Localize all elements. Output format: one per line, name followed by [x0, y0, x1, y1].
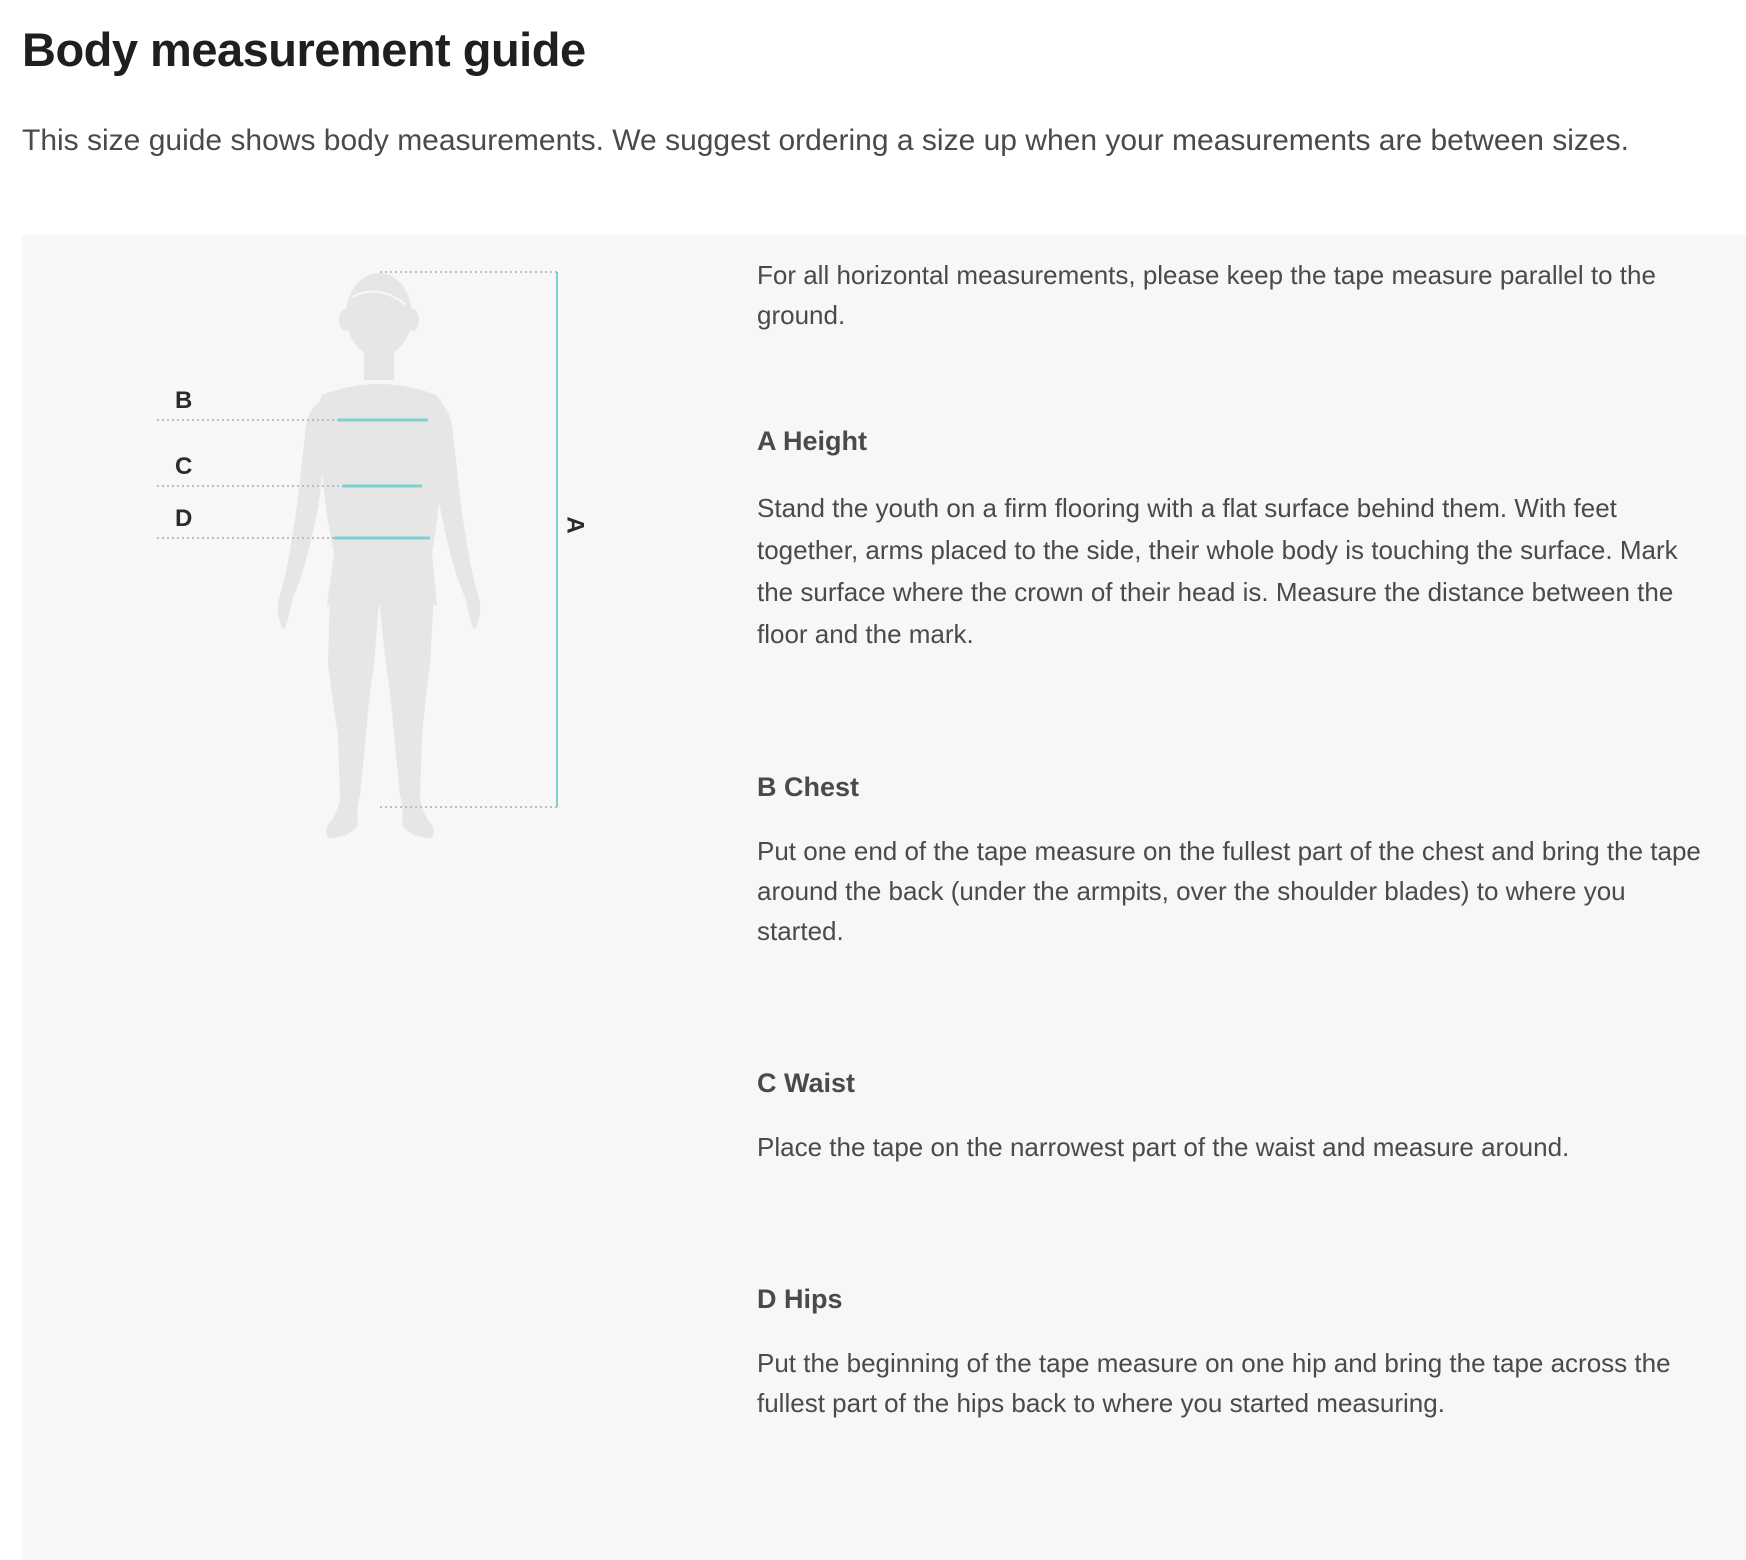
- label-c: C: [175, 453, 193, 480]
- section-heading-chest: B Chest: [757, 772, 860, 802]
- silhouette: [278, 273, 481, 838]
- section-heading-height: A Height: [757, 426, 867, 456]
- section-heading-waist: C Waist: [757, 1068, 856, 1098]
- section-body-height: Stand the youth on a firm flooring with a flat surface behind them. With feet together, arms placed to the side, their whole body is touching the surface. Mark the surface where the crown of their head is. Measure the distance between the floor and the mark.: [757, 493, 1678, 649]
- label-a: A: [561, 516, 589, 534]
- section-heading-hips: D Hips: [757, 1284, 843, 1314]
- section-body-waist: Place the tape on the narrowest part of the waist and measure around.: [757, 1132, 1570, 1162]
- page-subtitle: This size guide shows body measurements. We suggest ordering a size up when your measurements are between sizes.: [22, 124, 1629, 157]
- intro-text: For all horizontal measurements, please keep the tape measure parallel to the ground.: [757, 260, 1656, 330]
- page-title: Body measurement guide: [22, 23, 586, 76]
- measurement-panel: [22, 235, 1746, 1560]
- section-body-chest: Put one end of the tape measure on the fullest part of the chest and bring the tape around the back (under the armpits, over the shoulder blades) to where you started.: [757, 836, 1701, 946]
- label-b: B: [175, 387, 193, 414]
- body-figure: [22, 235, 662, 955]
- section-body-hips: Put the beginning of the tape measure on one hip and bring the tape across the fullest part of the hips back to where you started measuring.: [757, 1348, 1671, 1418]
- body-silhouette-illustration: [22, 235, 662, 955]
- label-d: D: [175, 505, 193, 532]
